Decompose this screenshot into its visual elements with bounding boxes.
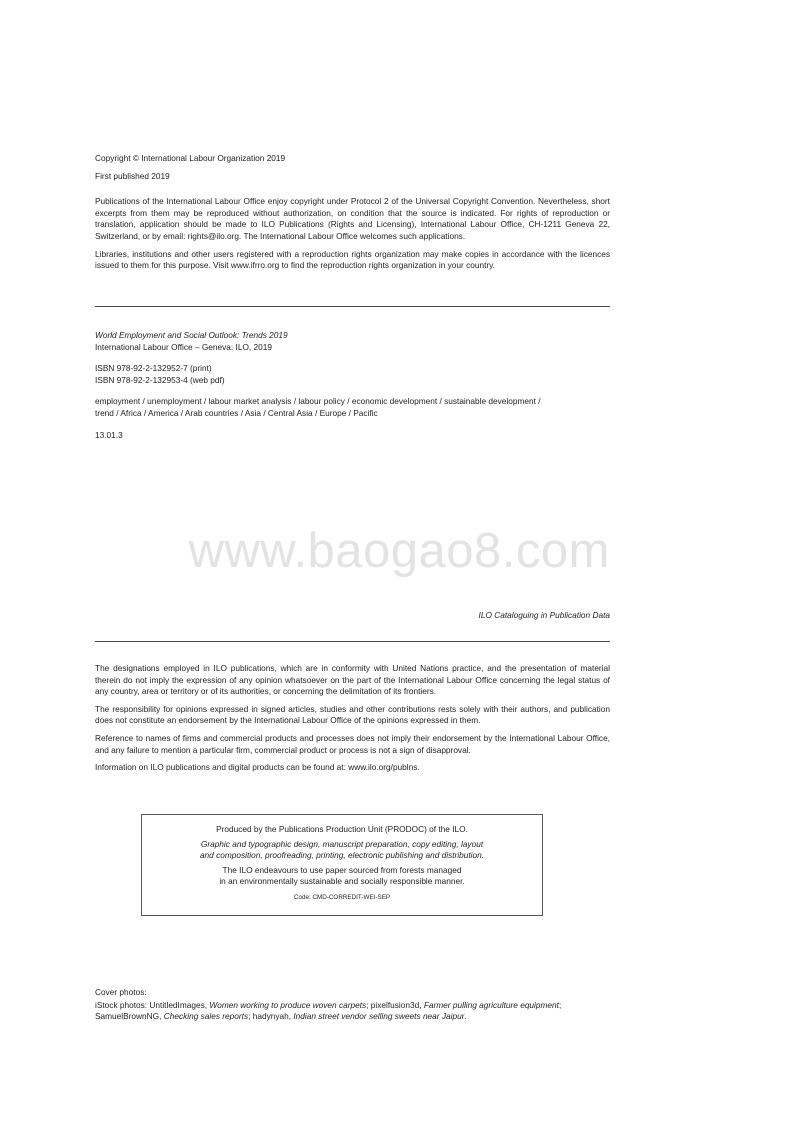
divider-top xyxy=(95,306,610,307)
cover-photos-credits-line-1 xyxy=(95,1000,615,1012)
credit-3-source: SamuelBrownNG, xyxy=(95,1011,164,1022)
disclaimers-block xyxy=(95,663,610,774)
info-paragraph: Information on ILO publications and digital products can be found at: www.ilo.org/publns. xyxy=(95,762,420,773)
watermark: www.baogao8.com xyxy=(188,524,610,578)
prodoc-environment-line-1: The ILO endeavours to use paper sourced from forests managed xyxy=(222,864,462,875)
designations-paragraph: The designations employed in ILO publications, which are in conformity with United Nations practice, and the presentation of material therein do not imply the expression of any opinion whatsoever on the part of the International Labour Office concerning the legal status of any country, area or territory or of its authorities, or concerning the delimitation of its frontiers. xyxy=(95,663,610,697)
cover-photos-credits-line-2 xyxy=(95,1011,615,1023)
responsibility-paragraph: The responsibility for opinions expressed in signed articles, studies and other contributions rests solely with their authors, and publication does not constitute an endorsement by the International Labour Office of the opinions expressed in them. xyxy=(95,703,610,726)
firms-paragraph: Reference to names of firms and commercial products and processes does not imply their endorsement by the International Labour Office, and any failure to mention a particular firm, commercial product or process is not a sign of disapproval. xyxy=(95,732,610,755)
cover-photos-heading: Cover photos: xyxy=(95,987,147,997)
credit-2-caption: Farmer pulling agriculture equipment xyxy=(423,999,559,1010)
prodoc-code: Code: CMD-CORREDIT-WEI-SEP xyxy=(293,893,391,901)
first-published: First published 2019 xyxy=(95,170,170,181)
keywords-line-2: trend / Africa / America / Arab countries / Asia / Central Asia / Europe / Pacific xyxy=(95,407,378,418)
rights-paragraph: Publications of the International Labour Office enjoy copyright under Protocol 2 of the Universal Copyright Convention. Nevertheless, short excerpts from them may be reproduced without authorization, on condition that the source is indicated. For rights of reproduction or translation, application should be made to ILO Publications (Rights and Licensing), International Labour Office, CH-1211 Geneva 22, Switzerland, or by email: rights@ilo.org. The International Labour Office welcomes such applications. xyxy=(95,196,610,241)
prodoc-line: Produced by the Publications Production Unit (PRODOC) of the ILO. xyxy=(216,824,468,834)
prodoc-environment-line-2: in an environmentally sustainable and socially responsible manner. xyxy=(219,876,465,887)
divider-bottom xyxy=(95,641,610,642)
credit-separator-1: ; pixelfusion3d, xyxy=(366,999,424,1010)
credit-separator-3: ; hadynyah, xyxy=(248,1011,294,1022)
credit-end: . xyxy=(464,1011,467,1022)
prodoc-services-line-1: Graphic and typographic design, manuscript preparation, copy editing, layout xyxy=(200,838,484,849)
credit-4-caption: Indian street vendor selling sweets near Jaipur xyxy=(293,1011,465,1022)
isbn-web: ISBN 978-92-2-132953-4 (web pdf) xyxy=(95,374,225,385)
credit-3-caption: Checking sales reports xyxy=(163,1011,249,1022)
cataloguing-block xyxy=(95,330,610,441)
isbn-print: ISBN 978-92-2-132952-7 (print) xyxy=(95,363,212,374)
cataloguing-label: ILO Cataloguing in Publication Data xyxy=(478,610,610,620)
credit-1-caption: Women working to produce woven carpets xyxy=(209,999,367,1010)
keywords-line-1: employment / unemployment / labour market analysis / labour policy / economic development / sustainable development / xyxy=(95,396,541,407)
credit-separator-2: ; xyxy=(558,999,562,1010)
credit-1-source: iStock photos: UntitledImages, xyxy=(95,999,210,1010)
libraries-paragraph: Libraries, institutions and other users registered with a reproduction rights organization may make copies in accordance with the licences issued to them for this purpose. Visit www.ifrro.org to find the reproduction rights organization in your country. xyxy=(95,248,610,271)
publisher-line: International Labour Office – Geneva: ILO, 2019 xyxy=(95,341,272,352)
prodoc-box xyxy=(141,814,543,916)
cover-photos-block xyxy=(95,987,615,1023)
prodoc-services-line-2: and composition, proofreading, printing, electronic publishing and distribution. xyxy=(199,850,485,861)
copyright-block xyxy=(95,153,610,272)
catalog-code: 13.01.3 xyxy=(95,429,123,440)
publication-title: World Employment and Social Outlook: Trends 2019 xyxy=(95,330,288,340)
copyright-line: Copyright © International Labour Organization 2019 xyxy=(95,153,286,163)
